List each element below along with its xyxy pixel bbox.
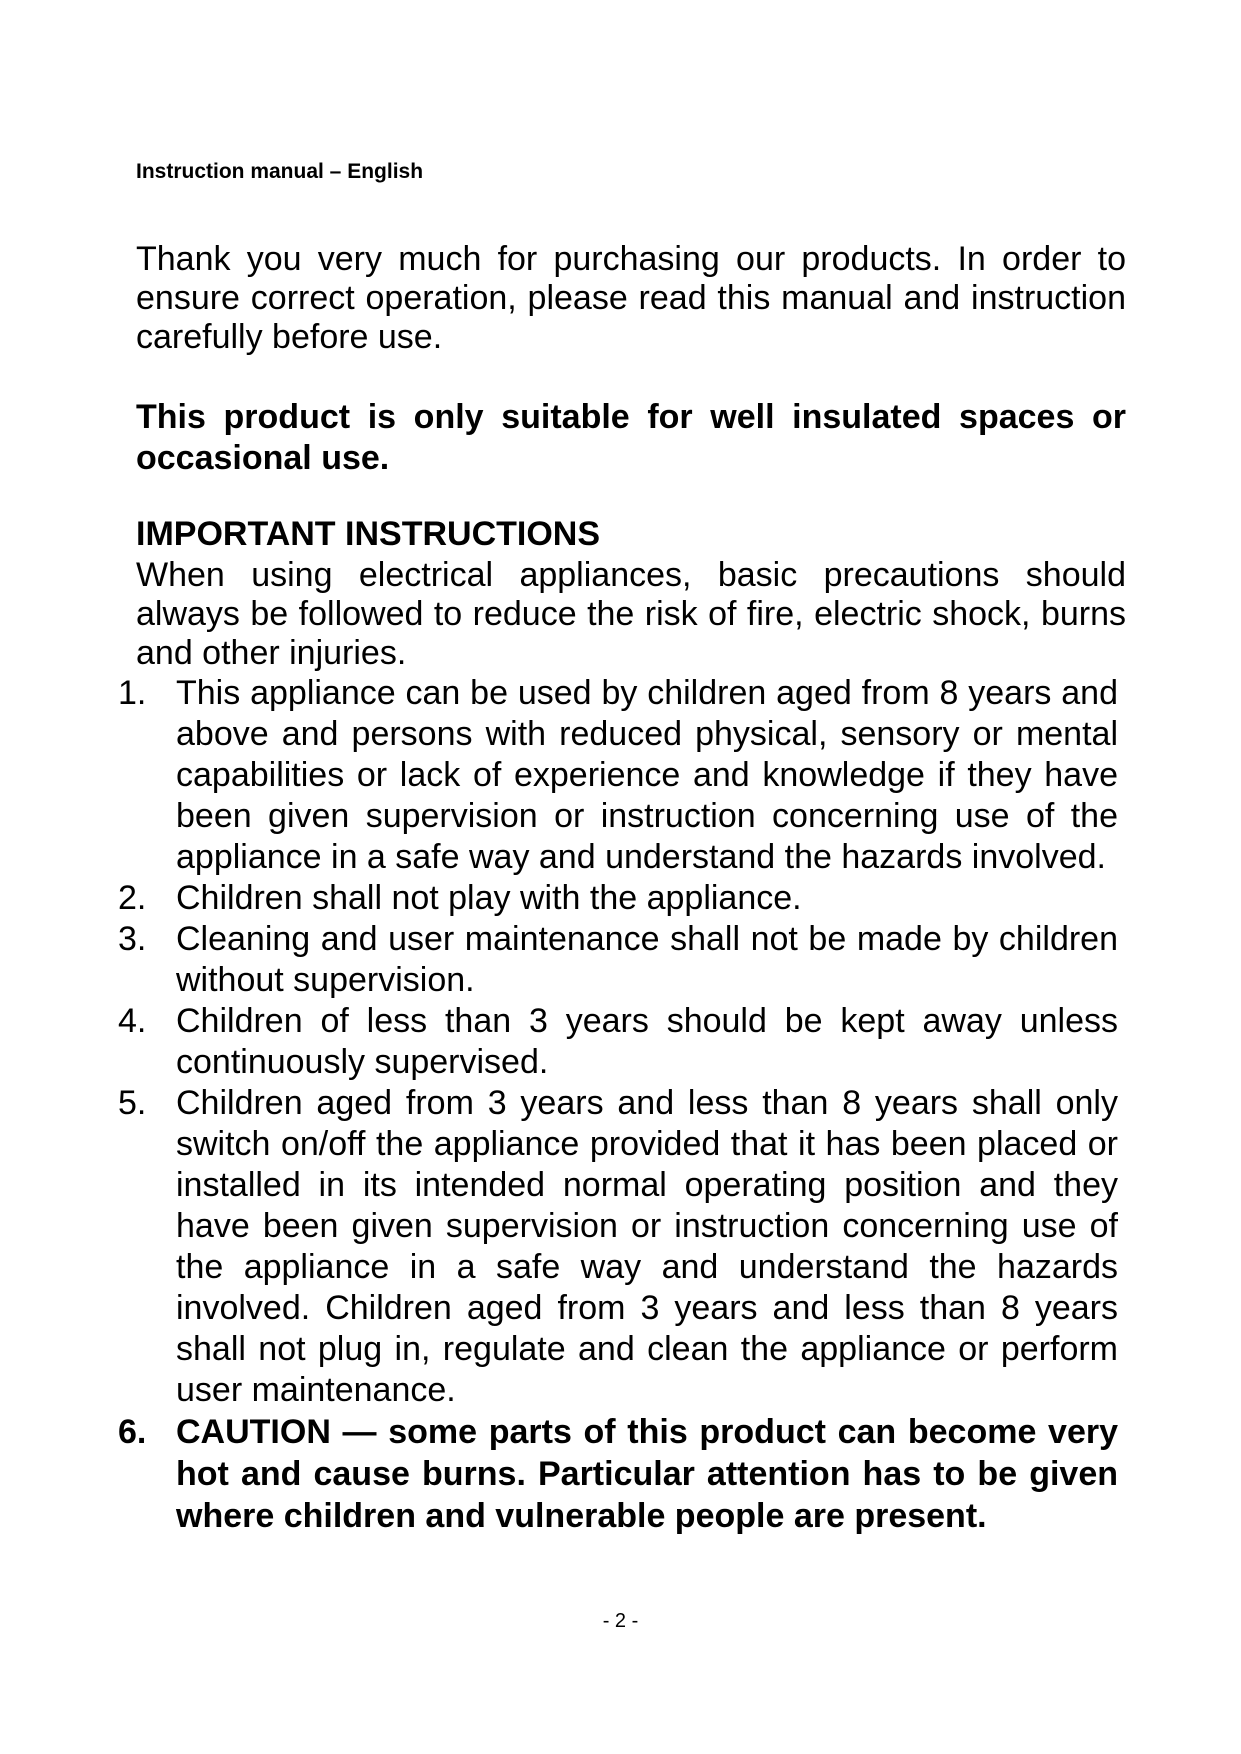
list-item-number: 3.	[118, 920, 147, 958]
page-number: - 2 -	[602, 1610, 639, 1632]
instructions-list	[118, 673, 1118, 1537]
document-header: Instruction manual – English	[136, 160, 424, 183]
caution-list-item	[118, 1411, 1118, 1537]
list-item	[118, 1001, 1118, 1083]
list-item-text: Children shall not play with the appliance.	[176, 879, 802, 917]
list-item-number: 2.	[118, 879, 147, 917]
list-item-text: CAUTION — some parts of this product can become very hot and cause burns. Particular attention has to be given where children and vulnerable people are present.	[176, 1413, 1118, 1535]
intro-paragraph: Thank you very much for purchasing our products. In order to ensure correct operation, please read this manual and instruction carefully before use.	[136, 240, 1126, 356]
list-item-text: Cleaning and user maintenance shall not be made by children without supervision.	[176, 920, 1118, 999]
list-item-number: 4.	[118, 1002, 147, 1040]
important-text: When using electrical appliances, basic precautions should always be followed to reduce the risk of fire, electric shock, burns and other injuries.	[136, 556, 1126, 672]
list-item-number: 6.	[118, 1413, 147, 1451]
list-item-text: Children of less than 3 years should be kept away unless continuously supervised.	[176, 1002, 1118, 1081]
list-item	[118, 919, 1118, 1001]
list-item	[118, 878, 1118, 919]
list-item-number: 1.	[118, 674, 147, 712]
list-item-number: 5.	[118, 1084, 147, 1122]
list-item	[118, 673, 1118, 878]
suitability-notice: This product is only suitable for well insulated spaces or occasional use.	[136, 398, 1126, 477]
important-heading: IMPORTANT INSTRUCTIONS	[136, 515, 601, 553]
list-item-text: Children aged from 3 years and less than 8 years shall only switch on/off the appliance provided that it has been placed or installed in its intended normal operating position and they have been given supervision or instruction concerning use of the appliance in a safe way and understand the hazards involved. Children aged from 3 years and less than 8 years shall not plug in, regulate and clean the appliance or perform user maintenance.	[176, 1084, 1118, 1409]
list-item	[118, 1083, 1118, 1411]
list-item-text: This appliance can be used by children aged from 8 years and above and persons with reduced physical, sensory or mental capabilities or lack of experience and knowledge if they have been given supervision or instruction concerning use of the appliance in a safe way and understand the hazards involved.	[176, 674, 1118, 876]
